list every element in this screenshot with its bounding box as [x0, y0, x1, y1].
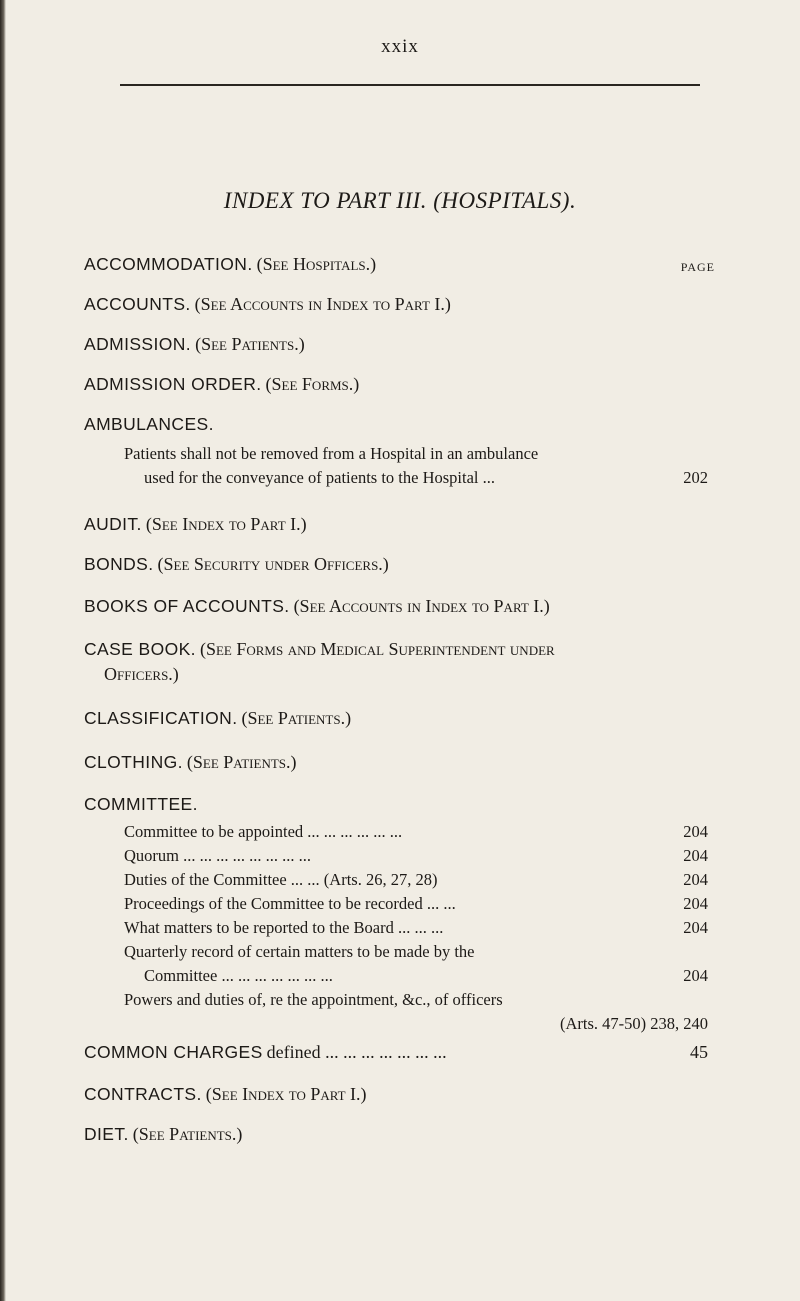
- header-rule: [120, 84, 700, 86]
- entry-heading: BONDS.: [84, 554, 154, 574]
- entry-reference: (See Patients.): [195, 334, 305, 354]
- entry-heading: CONTRACTS.: [84, 1084, 202, 1104]
- entry-reference: (See Patients.): [186, 752, 297, 772]
- detail-text: (Arts. 47-50) 238, 240: [559, 1014, 708, 1033]
- entry-heading: COMMITTEE.: [84, 794, 198, 814]
- entry-heading: AUDIT.: [84, 514, 142, 534]
- detail-line: [124, 442, 708, 466]
- detail-line: [124, 1012, 708, 1036]
- detail-line: [124, 916, 708, 940]
- detail-text: Quarterly record of certain matters to be made by the: [124, 942, 475, 961]
- entry-heading: CASE BOOK.: [84, 639, 196, 659]
- entry-reference: (See Index to Part I.): [205, 1084, 367, 1104]
- index-entry-classification: [84, 708, 714, 729]
- detail-line: [124, 940, 708, 964]
- entry-reference: (See Security under Officers.): [157, 554, 389, 574]
- detail-text: Patients shall not be removed from a Hospital in an ambulance: [124, 444, 539, 463]
- page-ref: 204: [683, 822, 708, 841]
- index-entry-admission-order: [84, 374, 714, 395]
- detail-text: used for the conveyance of patients to the Hospital ...: [144, 468, 495, 487]
- detail-line: [124, 988, 708, 1012]
- entry-reference: (See Patients.): [132, 1124, 243, 1144]
- index-entry-case-book: [84, 639, 714, 660]
- index-entry-ambulances: [84, 414, 714, 435]
- index-entry-admission: [84, 334, 714, 355]
- entry-heading: CLASSIFICATION.: [84, 708, 238, 728]
- entry-heading: DIET.: [84, 1124, 129, 1144]
- entry-reference: (See Forms and Medical Superintendent under: [199, 639, 555, 659]
- detail-line: [124, 892, 708, 916]
- detail-text: Committee to be appointed ... ... ... ... ... ...: [124, 822, 403, 841]
- entry-line: [84, 1042, 714, 1063]
- page-ref: 202: [683, 468, 708, 487]
- entry-heading: AMBULANCES.: [84, 414, 214, 434]
- detail-text: Proceedings of the Committee to be recorded ... ...: [124, 894, 456, 913]
- page-ref: 204: [683, 918, 708, 937]
- index-entry-books-of-accounts: [84, 596, 714, 617]
- index-entry-audit: [84, 514, 714, 535]
- index-entry-diet: [84, 1124, 714, 1145]
- index-entry-accommodation: [84, 254, 714, 275]
- detail-line: [124, 964, 708, 988]
- index-entry-accounts: [84, 294, 714, 315]
- page-ref: 204: [683, 966, 708, 985]
- index-entry-committee: [84, 794, 714, 815]
- entry-heading: ACCOMMODATION.: [84, 254, 253, 274]
- page-ref: 204: [683, 870, 708, 889]
- detail-line: [124, 466, 708, 490]
- detail-text: Powers and duties of, re the appointment, &c., of officers: [124, 990, 503, 1009]
- detail-text: Quorum ... ... ... ... ... ... ... ...: [124, 846, 311, 865]
- entry-heading: COMMON CHARGES: [84, 1042, 263, 1062]
- detail-line: [124, 844, 708, 868]
- entry-heading: CLOTHING.: [84, 752, 183, 772]
- detail-text: Committee ... ... ... ... ... ... ...: [144, 966, 333, 985]
- entry-heading: ADMISSION.: [84, 334, 192, 354]
- ambulances-detail: [124, 442, 708, 490]
- entry-reference: (See Index to Part I.): [145, 514, 307, 534]
- entry-reference: (See Forms.): [265, 374, 360, 394]
- page-ref: 204: [683, 894, 708, 913]
- index-entry-contracts: [84, 1084, 714, 1105]
- page-ref: 204: [683, 846, 708, 865]
- page-ref: 45: [690, 1042, 708, 1062]
- case-book-reference-continued: Officers.): [104, 664, 179, 684]
- page-column-label: PAGE: [680, 260, 715, 274]
- detail-line: [124, 820, 708, 844]
- committee-detail: [124, 820, 708, 1036]
- entry-reference: (See Accounts in Index to Part I.): [194, 294, 451, 314]
- entry-heading: BOOKS OF ACCOUNTS.: [84, 596, 290, 616]
- index-entry-clothing: [84, 752, 714, 773]
- detail-line: [124, 868, 708, 892]
- entry-heading: ACCOUNTS.: [84, 294, 191, 314]
- detail-text: What matters to be reported to the Board ... ... ...: [124, 918, 444, 937]
- page-number: xxix: [381, 36, 419, 57]
- index-entry-bonds: [84, 554, 714, 575]
- detail-text: Duties of the Committee ... ... (Arts. 26, 27, 28): [124, 870, 438, 889]
- entry-text: defined ... ... ... ... ... ... ...: [266, 1042, 447, 1062]
- entry-reference: (See Hospitals.): [256, 254, 377, 274]
- index-entry-common-charges: [84, 1042, 714, 1063]
- entry-heading: ADMISSION ORDER.: [84, 374, 262, 394]
- entry-reference: (See Patients.): [241, 708, 352, 728]
- entry-reference: (See Accounts in Index to Part I.): [293, 596, 550, 616]
- page-title: INDEX TO PART III. (HOSPITALS).: [223, 188, 577, 213]
